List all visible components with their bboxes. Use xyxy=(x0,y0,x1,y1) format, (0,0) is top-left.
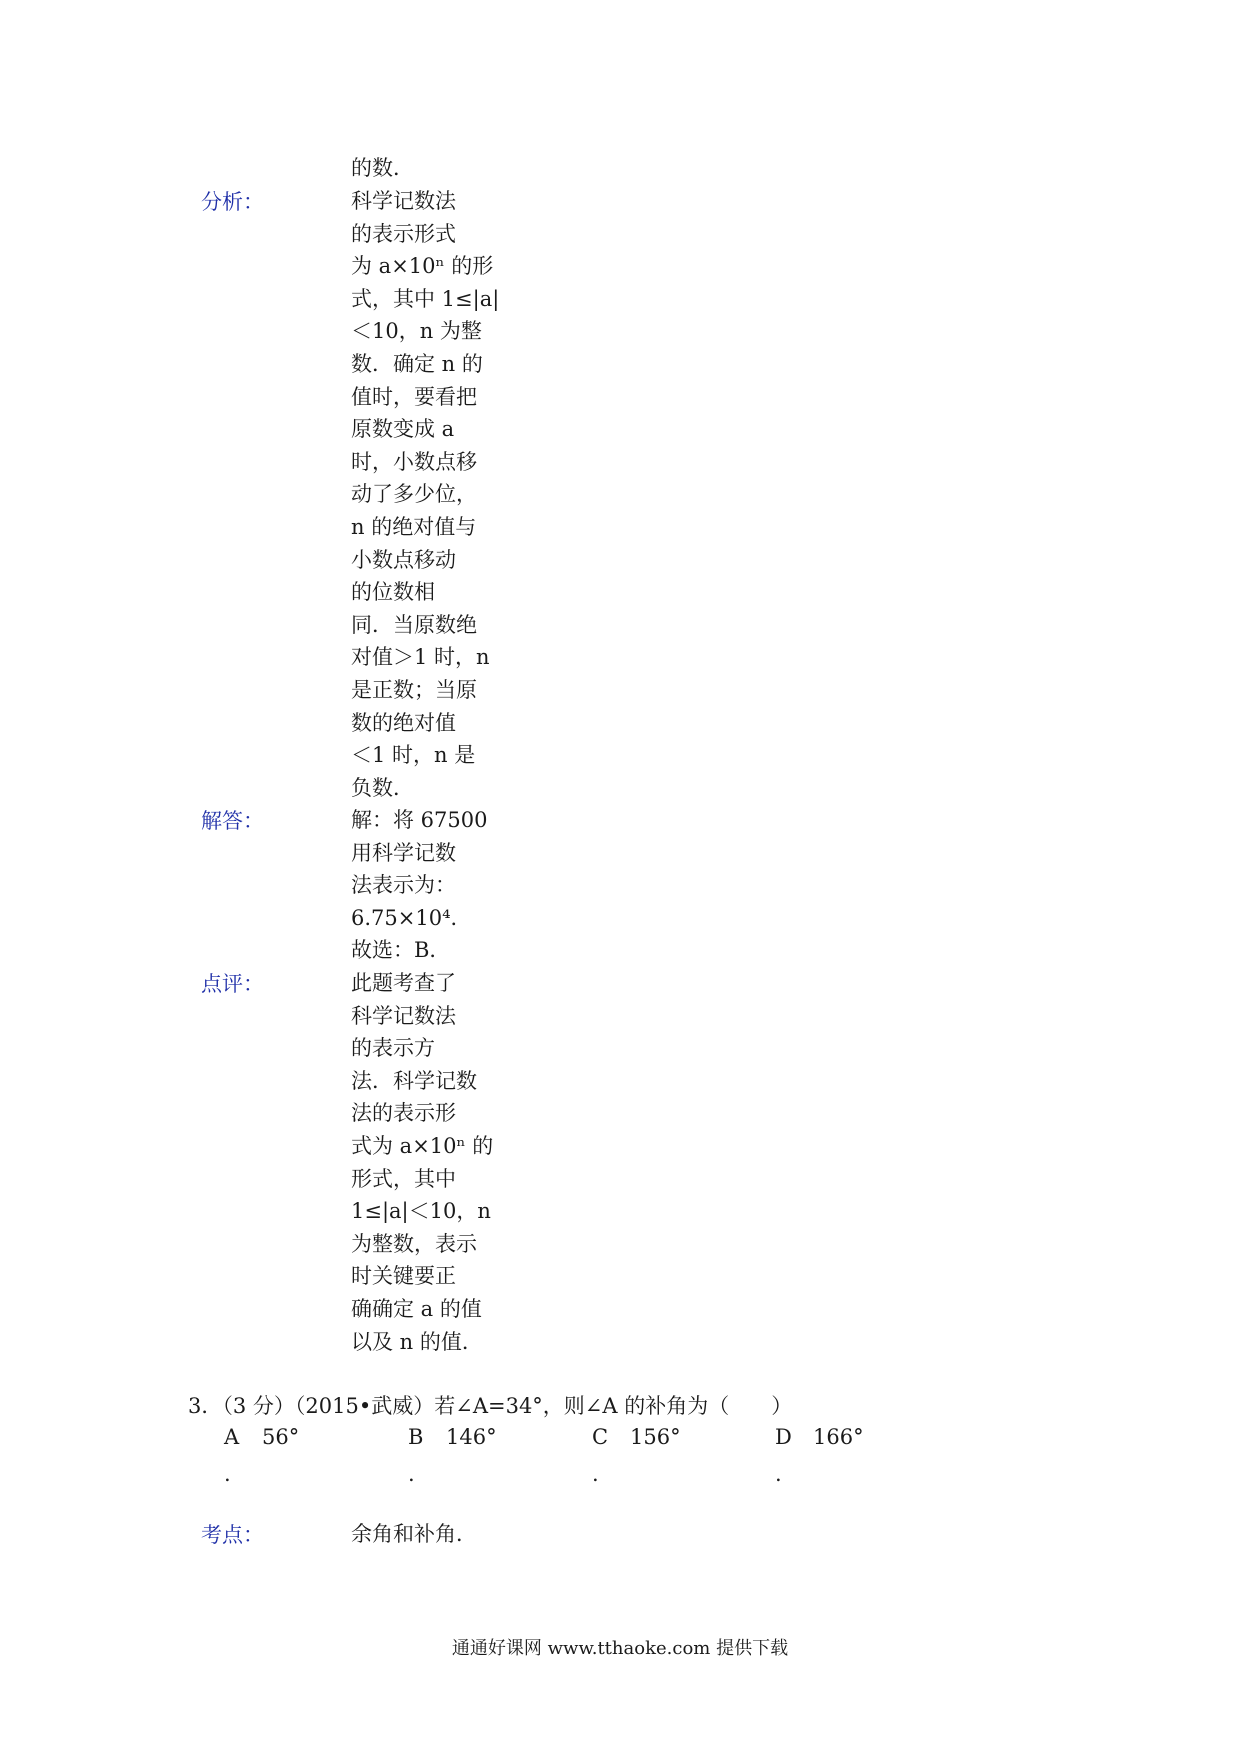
analysis-label: 分析： xyxy=(201,190,264,214)
option-value: 156° xyxy=(630,1425,681,1449)
text-line: 确确定 a 的值 xyxy=(351,1296,482,1321)
text-line: 数．确定 n 的 xyxy=(351,351,483,376)
text-line: 为 a×10ⁿ 的形 xyxy=(351,254,494,279)
kaodian-text: 余角和补角． xyxy=(351,1522,477,1546)
question-title: 3．（3 分）（2015•武威）若∠A=34°，则∠A 的补角为（ ） xyxy=(188,1394,793,1418)
option-value: 146° xyxy=(446,1425,497,1449)
comment-text xyxy=(351,967,494,1358)
option-dot: . xyxy=(775,1462,782,1486)
text-line: 1≤|a|＜10，n xyxy=(351,1199,491,1224)
option-value: 166° xyxy=(813,1425,864,1449)
text-line: 对值＞1 时，n xyxy=(351,645,490,670)
text-line: 法的表示形 xyxy=(351,1101,456,1126)
text-line: 时，小数点移 xyxy=(351,449,477,474)
text-line: 形式，其中 xyxy=(351,1166,456,1191)
text-line: 是正数；当原 xyxy=(351,677,477,702)
option-dot: . xyxy=(592,1462,599,1486)
option-a xyxy=(224,1425,299,1449)
analysis-text xyxy=(351,185,500,804)
text-line: 动了多少位， xyxy=(351,482,477,507)
top-fragment: 的数． xyxy=(351,156,414,180)
kaodian-label: 考点： xyxy=(201,1523,264,1547)
text-line: ＜10，n 为整 xyxy=(351,319,482,344)
text-line: 数的绝对值 xyxy=(351,710,456,735)
option-dot: . xyxy=(408,1462,415,1486)
text-line: 同．当原数绝 xyxy=(351,612,477,637)
text-line: 原数变成 a xyxy=(351,417,455,442)
text-line: 的表示形式 xyxy=(351,221,456,246)
text-line: 此题考查了 xyxy=(351,971,456,995)
option-letter: C xyxy=(592,1425,609,1449)
text-line: 科学记数法 xyxy=(351,1003,456,1028)
text-line: 科学记数法 xyxy=(351,189,456,213)
text-line: 的位数相 xyxy=(351,580,435,605)
option-c xyxy=(592,1425,681,1449)
text-line: 式为 a×10ⁿ 的 xyxy=(351,1133,494,1158)
text-line: ＜1 时，n 是 xyxy=(351,743,476,768)
text-line: 6.75×10⁴． xyxy=(351,905,472,930)
text-line: 时关键要正 xyxy=(351,1264,456,1289)
page-footer: 通通好课网 www.tthaoke.com 提供下载 xyxy=(451,1638,789,1659)
option-letter: B xyxy=(408,1425,424,1449)
option-d xyxy=(775,1425,864,1449)
text-line: 值时，要看把 xyxy=(351,384,477,409)
text-line: 解：将 67500 xyxy=(351,808,488,832)
option-b xyxy=(408,1425,497,1449)
text-line: n 的绝对值与 xyxy=(351,514,477,539)
text-line: 式，其中 1≤|a| xyxy=(351,286,500,311)
text-line: 的表示方 xyxy=(351,1036,435,1061)
text-line: 以及 n 的值． xyxy=(351,1329,483,1354)
text-line: 小数点移动 xyxy=(351,547,456,572)
option-letter: D xyxy=(775,1425,792,1449)
comment-label: 点评： xyxy=(201,972,264,996)
answer-label: 解答： xyxy=(201,809,264,833)
text-line: 法．科学记数 xyxy=(351,1068,477,1093)
answer-text xyxy=(351,804,491,967)
text-line: 法表示为： xyxy=(351,873,456,898)
option-letter: A xyxy=(224,1425,240,1449)
option-value: 56° xyxy=(262,1425,300,1449)
text-line: 为整数，表示 xyxy=(351,1231,477,1256)
option-dot: . xyxy=(224,1462,231,1486)
text-line: 故选：B． xyxy=(351,938,451,963)
text-line: 用科学记数 xyxy=(351,840,456,865)
text-line: 负数． xyxy=(351,775,414,800)
